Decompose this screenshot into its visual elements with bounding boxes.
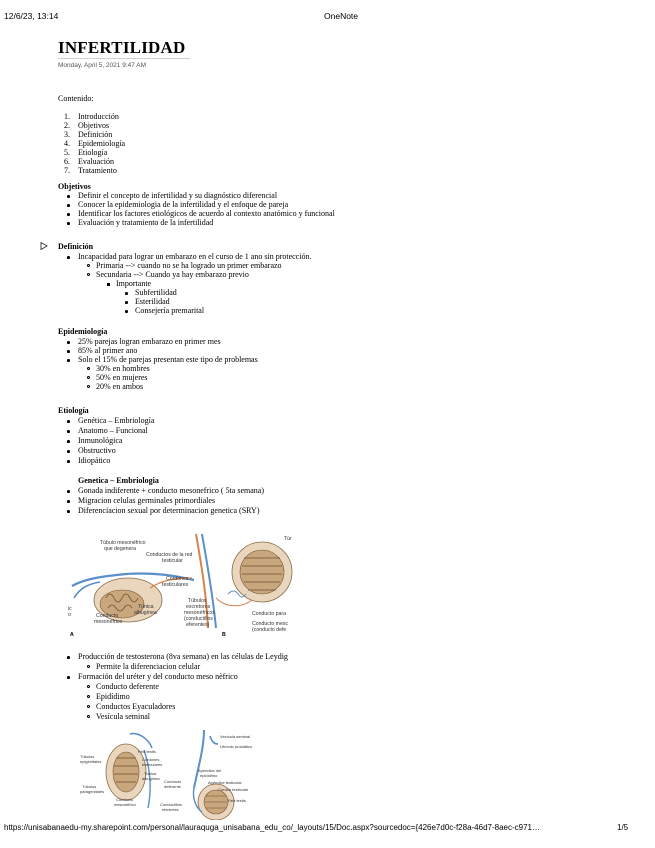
page-title: INFERTILIDAD bbox=[58, 38, 186, 57]
fig1-label: Cordones bbox=[166, 576, 189, 582]
fig1-label: que degenera bbox=[104, 546, 137, 552]
fig2-label: paragenitales bbox=[80, 789, 105, 794]
objetivos-heading: Objetivos bbox=[58, 182, 91, 191]
fig1-label: Túr bbox=[284, 536, 292, 542]
fig2-label: Túbulos bbox=[80, 754, 95, 759]
circle-bullet bbox=[87, 695, 90, 698]
etiologia-item: Obstructivo bbox=[78, 446, 116, 455]
definicion-item: Incapacidad para lograr un embarazo en el curso de 1 ano sin protección. bbox=[78, 252, 312, 261]
fig1-label: Túnica bbox=[138, 604, 154, 610]
contents-item: Epidemiología bbox=[78, 139, 126, 148]
print-url: https://unisabanaedu-my.sharepoint.com/personal/lauraquga_unisabana_edu_co/_layouts/15/Doc.aspx?sourcedoc={426e7d0c-f28a-46d7-8aec-c971… bbox=[4, 823, 540, 832]
contents-item: Etiología bbox=[78, 148, 108, 157]
contents-number: 1. bbox=[64, 112, 70, 121]
epidemiologia-sub: 20% en ambos bbox=[96, 382, 144, 391]
fig2-label: Túbulos bbox=[82, 784, 97, 789]
contents-label: Contenido: bbox=[58, 94, 94, 103]
contents-item: Tratamiento bbox=[78, 166, 117, 175]
bullet bbox=[67, 460, 70, 463]
definicion-secundaria: Secundaria --> Cuando ya hay embarazo previo bbox=[96, 270, 249, 279]
fig1-label: testiculares bbox=[162, 582, 189, 588]
bullet bbox=[67, 490, 70, 493]
bullet bbox=[125, 301, 128, 304]
print-datetime: 12/6/23, 13:14 bbox=[4, 11, 59, 21]
fig1-label: A bbox=[70, 632, 74, 638]
bullet bbox=[67, 256, 70, 259]
bullet bbox=[67, 213, 70, 216]
fig2-label: Conductillos bbox=[160, 802, 182, 807]
definicion-sub: Esterilidad bbox=[135, 297, 170, 306]
etiologia-item: Anatomo – Funcional bbox=[78, 426, 148, 435]
fig2-label: deferente bbox=[164, 784, 181, 789]
epidemiologia-item: 25% parejas logran embarazo en primer mes bbox=[78, 337, 221, 346]
fig1-label: (conductillos bbox=[184, 616, 213, 622]
fig1-label: Conductos de la red bbox=[146, 552, 193, 558]
definicion-sub: Consejería premarital bbox=[135, 306, 205, 315]
etiologia-item: Inmunológica bbox=[78, 436, 123, 445]
circle-bullet bbox=[87, 273, 90, 276]
etiologia-item: Idiopático bbox=[78, 456, 111, 465]
fig1-label: o bbox=[68, 612, 71, 618]
fig2-label: Conducto bbox=[164, 779, 182, 784]
fig1-label: Túbulos bbox=[188, 598, 207, 604]
objetivos-item: Conocer la epidemiologia de la infertilidad y el enfoque de pareja bbox=[78, 200, 289, 209]
fig2-label: Cordón testicular bbox=[218, 787, 249, 792]
fig1-label: mesonéfrico bbox=[94, 619, 123, 625]
bullet bbox=[125, 292, 128, 295]
bullet bbox=[67, 656, 70, 659]
bullet bbox=[67, 676, 70, 679]
fig2-label: Vesícula seminal bbox=[220, 734, 251, 739]
fig1-label: eferentes) bbox=[186, 622, 210, 628]
definicion-primaria: Primaria --> cuando no se ha logrado un primer embarazo bbox=[96, 261, 282, 270]
fig2-label: eferentes bbox=[162, 807, 179, 812]
genetica-item: Gonada indiferente + conducto mesonefrico ( 5ta semana) bbox=[78, 486, 264, 495]
epidemiologia-sub: 50% en mujeres bbox=[96, 373, 148, 382]
bullet bbox=[67, 341, 70, 344]
epidemiologia-sub: 30% en hombres bbox=[96, 364, 150, 373]
bullet bbox=[67, 350, 70, 353]
collapse-arrow-icon[interactable] bbox=[40, 242, 48, 250]
objetivos-item: Identificar los factores etiológicos de acuerdo al contexto anatómico y funcional bbox=[78, 209, 335, 218]
bullet bbox=[67, 420, 70, 423]
fig1-label: Conducto bbox=[96, 613, 119, 619]
fig2-label: Utrículo prostático bbox=[220, 744, 253, 749]
fig2-label: Conducto bbox=[116, 797, 134, 802]
fig2-label: albugínea bbox=[142, 776, 160, 781]
produccion-item: Formación del uréter y del conducto meso nèfrico bbox=[78, 672, 238, 681]
fig2-label: Apéndice del bbox=[198, 768, 222, 773]
produccion-sub: Conducto deferente bbox=[96, 682, 159, 691]
fig1-label: mesonéfricos bbox=[184, 610, 215, 616]
contents-number: 4. bbox=[64, 139, 70, 148]
definicion-sub: Subfertilidad bbox=[135, 288, 177, 297]
etiologia-heading: Etiología bbox=[58, 406, 89, 415]
circle-bullet bbox=[87, 264, 90, 267]
etiologia-item: Genética – Embriología bbox=[78, 416, 155, 425]
bullet bbox=[67, 195, 70, 198]
page-timestamp: Monday, April 5, 2021 9:47 AM bbox=[58, 62, 147, 69]
title-divider bbox=[58, 58, 190, 59]
bullet bbox=[125, 310, 128, 313]
objetivos-item: Evaluación y tratamiento de la infertilidad bbox=[78, 218, 214, 227]
embryology-figure-testis bbox=[66, 528, 306, 640]
fig1-label: ic bbox=[68, 606, 72, 612]
genetica-heading: Genetica – Embriologia bbox=[78, 476, 159, 485]
contents-item: Objetivos bbox=[78, 121, 110, 130]
epidemiologia-item: 85% al primer ano bbox=[78, 346, 138, 355]
contents-item: Definición bbox=[78, 130, 113, 139]
bullet bbox=[67, 222, 70, 225]
circle-bullet bbox=[87, 385, 90, 388]
contents-item: Evaluación bbox=[78, 157, 114, 166]
embryology-figure-ducts bbox=[78, 728, 254, 820]
contents-number: 5. bbox=[64, 148, 70, 157]
fig2-label: epigenitales bbox=[80, 759, 102, 764]
fig2-label: Cordones bbox=[142, 757, 160, 762]
circle-bullet bbox=[87, 665, 90, 668]
circle-bullet bbox=[87, 367, 90, 370]
fig2-label: Apéndice testicular bbox=[208, 780, 242, 785]
circle-bullet bbox=[87, 376, 90, 379]
contents-item: Introducción bbox=[78, 112, 119, 121]
epidemiologia-item: Solo el 15% de parejas presentan este tipo de problemas bbox=[78, 355, 258, 364]
fig1-label: Túbulo mesonéfrico bbox=[100, 540, 146, 546]
contents-number: 3. bbox=[64, 130, 70, 139]
square-bullet bbox=[107, 283, 110, 286]
contents-number: 6. bbox=[64, 157, 70, 166]
bullet bbox=[67, 440, 70, 443]
fig1-label: Conducto mesc bbox=[252, 621, 289, 627]
fig1-label: B bbox=[222, 632, 226, 638]
fig2-label: Túnica bbox=[144, 771, 157, 776]
produccion-item: Producción de testosterona (8va semana) en las células de Leydig bbox=[78, 652, 288, 661]
bullet bbox=[67, 430, 70, 433]
fig1-label: testicular bbox=[162, 558, 183, 564]
contents-number: 7. bbox=[64, 166, 70, 175]
definicion-heading: Definición bbox=[58, 242, 94, 251]
fig2-label: Red testis bbox=[138, 749, 156, 754]
bullet bbox=[67, 359, 70, 362]
fig2-label: Red testis bbox=[228, 798, 246, 803]
produccion-sub: Conductos Eyaculadores bbox=[96, 702, 176, 711]
produccion-sub: Permite la diferenciacion celular bbox=[96, 662, 201, 671]
circle-bullet bbox=[87, 715, 90, 718]
bullet bbox=[67, 450, 70, 453]
definicion-importante: Importante bbox=[116, 279, 152, 288]
fig1-label: excretores bbox=[186, 604, 211, 610]
objetivos-item: Definir el concepto de infertilidad y su diagnóstico diferencial bbox=[78, 191, 278, 200]
print-app-name: OneNote bbox=[324, 11, 359, 21]
genetica-item: Diferenciacion sexual por determinacion genetica (SRY) bbox=[78, 506, 260, 515]
fig1-label: Conducto para bbox=[252, 611, 287, 617]
fig2-label: epidídimo bbox=[200, 773, 218, 778]
fig2-label: testiculares bbox=[142, 762, 163, 767]
fig1-label: albugínea bbox=[134, 610, 157, 616]
fig2-label: mesonéfrico bbox=[114, 802, 136, 807]
bullet bbox=[67, 204, 70, 207]
produccion-sub: Epidídimo bbox=[96, 692, 130, 701]
bullet bbox=[67, 500, 70, 503]
circle-bullet bbox=[87, 705, 90, 708]
circle-bullet bbox=[87, 685, 90, 688]
produccion-sub: Vesícula seminal bbox=[96, 712, 150, 721]
page-number: 1/5 bbox=[617, 823, 629, 832]
genetica-item: Migracion celulas germinales primordiales bbox=[78, 496, 216, 505]
epidemiologia-heading: Epidemiología bbox=[58, 327, 108, 336]
bullet bbox=[67, 510, 70, 513]
contents-number: 2. bbox=[64, 121, 70, 130]
fig1-label: (conducto defe bbox=[252, 627, 287, 633]
